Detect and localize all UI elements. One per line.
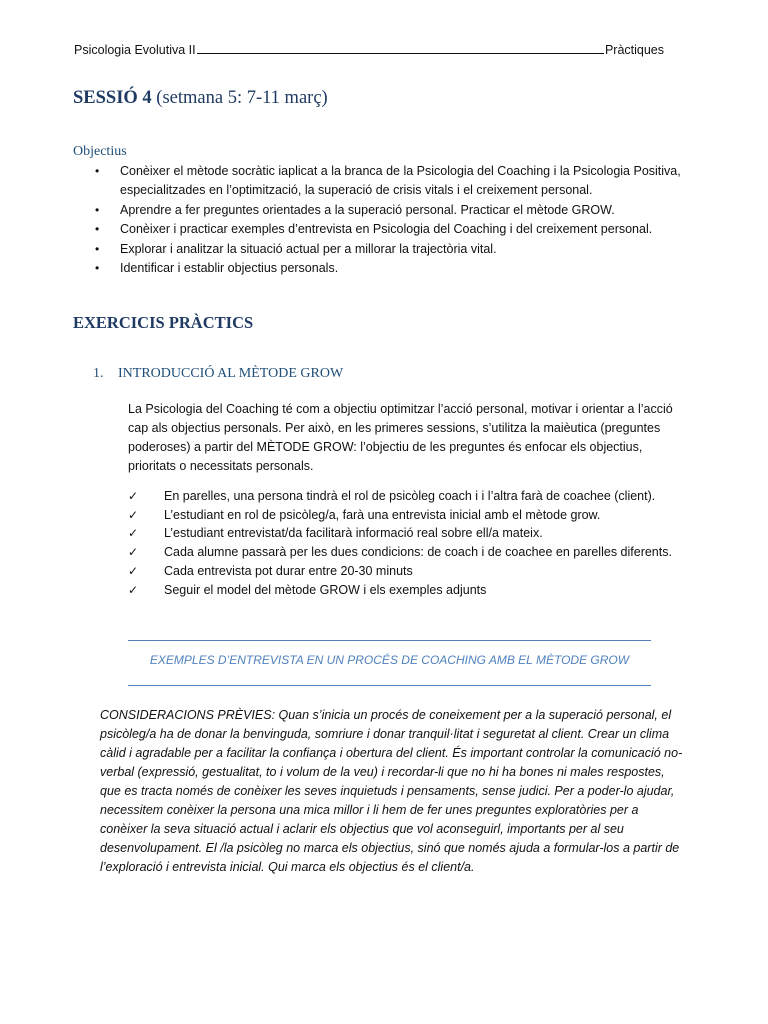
session-title xyxy=(73,88,328,109)
list-item: • Identificar i establir objectius personals. xyxy=(93,259,693,278)
list-item: • Aprendre a fer preguntes orientades a la superació personal. Practicar el mètode GROW. xyxy=(93,201,693,220)
list-item: ✓ L’estudiant en rol de psicòleg/a, farà una entrevista inicial amb el mètode grow. xyxy=(128,506,698,525)
checkmark-icon: ✓ xyxy=(128,545,139,560)
checkmark-icon: ✓ xyxy=(128,563,139,578)
header-course-title: Psicologia Evolutiva II xyxy=(74,43,196,57)
grow-intro-paragraph: La Psicologia del Coaching té com a objectiu optimitzar l’acció personal, motivar i orientar a l’acció cap als objectius personals. Per això, en les primeres sessions, s’utilitza la maièutica (preguntes poderoses) a partir del MÈTODE GROW: l’objectiu de les preguntes és enfocar els objectius, prioritats o necessitats personals. xyxy=(128,402,673,473)
heading-number: 1. xyxy=(93,366,104,381)
bullet-icon: • xyxy=(95,222,100,237)
checkmark-icon: ✓ xyxy=(128,526,139,541)
examples-title: EXEMPLES D’ENTREVISTA EN UN PROCÉS DE COACHING AMB EL MÈTODE GROW xyxy=(149,653,630,667)
bullet-icon: • xyxy=(95,261,100,276)
exercises-heading: EXERCICIS PRÀCTICS xyxy=(73,313,254,332)
instructions-checklist xyxy=(128,487,698,599)
list-item: ✓ En parelles, una persona tindrà el rol de psicòleg coach i i l’altra farà de coachee (client). xyxy=(128,487,698,506)
checkmark-icon: ✓ xyxy=(128,489,139,503)
page-header xyxy=(74,43,664,57)
objectives-heading: Objectius xyxy=(73,144,127,159)
bullet-icon: • xyxy=(95,164,100,178)
grow-intro-heading xyxy=(93,366,343,382)
header-section-label: Pràctiques xyxy=(604,43,664,57)
header-rule xyxy=(197,43,604,54)
list-item: • Conèixer el mètode socràtic iaplicat a la branca de la Psicologia del Coaching i la Psicologia Positiva, especialitzades en l’optimització, la superació de crisis vitals i el creixement personal. xyxy=(95,164,681,198)
considerations-paragraph: CONSIDERACIONS PRÈVIES: Quan s’inicia un procés de coneixement per a la superació personal, el psicòleg/a ha de donar la benvinguda, somriure i donar tranquil·litat i seguretat al client. Crear un clima càlid i agradable per a facilitar la confiança i obertura del client. És important controlar la comunicació no-verbal (expressió, gestualitat, to i volum de la veu) i recordar-li que no hi ha bones ni males respostes, que es tracta només de conèixer les seves inquietuds i pensaments, sense judici. Per a poder-lo ajudar, necessitem conèixer la persona una mica millor i li hem de fer unes preguntes exploratòries per a conèixer la seva situació actual i aclarir els objectius que vol aconseguirl, importants per al seu desenvolupament. El /la psicòleg no marca els objectius, sinó que només ajuda a formular-los a partir de l’exploració i entrevista inicial. Qui marca els objectius és el client/a. xyxy=(100,708,683,874)
session-dates: (setmana 5: 7-11 març) xyxy=(151,88,328,108)
divider-bottom xyxy=(128,685,651,686)
list-item: ✓ Cada entrevista pot durar entre 20-30 minuts xyxy=(128,562,698,581)
list-item: ✓ Cada alumne passarà per les dues condicions: de coach i de coachee en parelles diferents. xyxy=(128,543,698,562)
bullet-icon: • xyxy=(95,241,100,256)
checkmark-icon: ✓ xyxy=(128,582,139,597)
heading-title: INTRODUCCIÓ AL MÈTODE GROW xyxy=(118,366,344,381)
list-item: • Explorar i analitzar la situació actual per a millorar la trajectòria vital. xyxy=(93,240,693,259)
list-item: ✓ Seguir el model del mètode GROW i els exemples adjunts xyxy=(128,581,698,600)
session-number: SESSIÓ 4 xyxy=(73,88,152,108)
divider-top xyxy=(128,640,651,641)
list-item: • Conèixer i practicar exemples d’entrevista en Psicologia del Coaching i del creixement personal. xyxy=(93,220,693,239)
checkmark-icon: ✓ xyxy=(128,507,139,522)
bullet-icon: • xyxy=(95,202,100,217)
objectives-list xyxy=(93,162,693,278)
list-item: ✓ L’estudiant entrevistat/da facilitarà informació real sobre ell/a mateix. xyxy=(128,524,698,543)
